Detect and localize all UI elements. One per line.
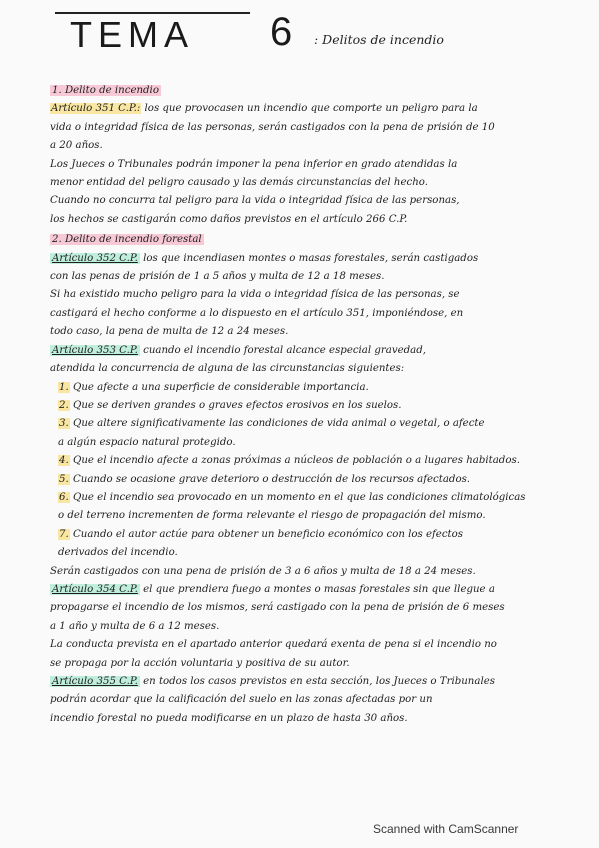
section-2-heading-line: [50, 231, 560, 249]
art354-line-2: propagarse el incendio de los mismos, será castigado con la pena de prisión de 6 meses: [50, 602, 505, 614]
art352-tag: Artículo 352 C.P.: [52, 252, 138, 264]
s2-para2-line-1: Si ha existido mucho peligro para la vida o integridad física de las personas, se: [50, 289, 460, 301]
s1-para2-line-1: Los Jueces o Tribunales podrán imponer la pena inferior en grado atendidas la: [50, 158, 458, 170]
s2-para2-line-2: castigará el hecho conforme a lo dispuesto en el artículo 351, imponiéndose, en: [50, 307, 464, 319]
notes-body: [50, 80, 560, 728]
art351-tag: Artículo 351 C.P.:: [51, 103, 141, 115]
s1-para3-line-1: Cuando no concurra tal peligro para la vida o integridad física de las personas,: [50, 195, 460, 207]
art353-penalty: Serán castigados con una pena de prisión de 3 a 6 años y multa de 18 a 24 meses.: [50, 565, 476, 577]
item-6-num: 6.: [59, 491, 69, 503]
art353-text-1: cuando el incendio forestal alcance especial gravedad,: [143, 344, 426, 356]
scanner-watermark: Scanned with CamScanner: [373, 822, 519, 836]
item-5-text: Cuando se ocasione grave deterioro o destrucción de los recursos afectados.: [72, 473, 471, 485]
art351-line-1: [50, 100, 560, 118]
art351-text-1: los que provocasen un incendio que comporte un peligro para la: [144, 103, 478, 115]
item-7-text-2: derivados del incendio.: [58, 547, 178, 559]
art355-line-2: podrán acordar que la calificación del suelo en las zonas afectadas por un: [50, 694, 433, 706]
item-5-num: 5.: [59, 473, 69, 485]
item-6-text-2: o del terreno incrementen de forma relevante el riesgo de propagación del mismo.: [58, 510, 486, 522]
s2-para2-line-3: todo caso, la pena de multa de 12 a 24 meses.: [50, 326, 289, 338]
item-1: [50, 379, 560, 397]
item-5: [50, 471, 560, 489]
item-7-num: 7.: [59, 528, 69, 540]
topic-number: 6: [270, 10, 293, 54]
item-1-text: Que afecte a una superficie de considerable importancia.: [72, 381, 369, 393]
art352-line-2: con las penas de prisión de 1 a 5 años y multa de 12 a 18 meses.: [50, 271, 385, 283]
section-2-heading: 2. Delito de incendio forestal: [52, 234, 202, 246]
section-1-heading: 1. Delito de incendio: [52, 85, 159, 96]
art353-line-2: atendida la concurrencia de alguna de las circunstancias siguientes:: [50, 363, 405, 375]
art354-para2-line-1: La conducta prevista en el apartado anterior quedará exenta de pena si el incendio no: [50, 639, 497, 651]
section-1-heading-line: [50, 82, 560, 100]
s1-para2-line-2: menor entidad del peligro causado y las demás circunstancias del hecho.: [50, 177, 428, 189]
item-3-text-2: a algún espacio natural protegido.: [58, 436, 236, 448]
page-subtitle: : Delitos de incendio: [314, 32, 444, 47]
art354-para2-line-2: se propaga por la acción voluntaria y positiva de su autor.: [50, 657, 350, 669]
art355-line-3: incendio forestal no pueda modificarse en un plazo de hasta 30 años.: [50, 712, 408, 724]
item-4-text: Que el incendio afecte a zonas próximas a núcleos de población o a lugares habitados.: [72, 455, 520, 467]
item-4-num: 4.: [59, 455, 69, 467]
art353-line-1: [50, 342, 560, 360]
page-title: TEMA: [70, 14, 195, 55]
item-2-num: 2.: [59, 399, 69, 411]
art354-line-1: [50, 581, 560, 599]
item-6: [50, 489, 560, 507]
art355-line-1: [50, 673, 560, 691]
s1-para3-line-2: los hechos se castigarán como daños previstos en el artículo 266 C.P.: [50, 213, 408, 225]
item-2: [50, 397, 560, 415]
item-2-text: Que se deriven grandes o graves efectos erosivos en los suelos.: [72, 399, 402, 411]
art354-line-3: a 1 año y multa de 6 a 12 meses.: [50, 620, 220, 632]
art352-text-1: los que incendiasen montes o masas forestales, serán castigados: [143, 252, 479, 264]
item-7: [50, 526, 560, 544]
item-4: [50, 452, 560, 470]
art351-line-3: a 20 años.: [50, 140, 103, 152]
item-3-num: 3.: [59, 418, 69, 430]
item-7-text-1: Cuando el autor actúe para obtener un beneficio económico con los efectos: [72, 528, 463, 540]
art353-tag: Artículo 353 C.P.: [52, 344, 138, 356]
item-6-text-1: Que el incendio sea provocado en un momento en el que las condiciones climatológicas: [72, 491, 526, 503]
art352-line-1: [50, 250, 560, 268]
art354-text-1: el que prendiera fuego a montes o masas forestales sin que llegue a: [143, 583, 495, 595]
item-1-num: 1.: [59, 381, 69, 393]
item-3-text-1: Que altere significativamente las condiciones de vida animal o vegetal, o afecte: [72, 418, 485, 430]
art355-text-1: en todos los casos previstos en esta sección, los Jueces o Tribunales: [143, 676, 495, 687]
art351-line-2: vida o integridad física de las personas, serán castigados con la pena de prisión de 10: [50, 121, 495, 133]
art355-tag: Artículo 355 C.P.: [52, 676, 138, 687]
art354-tag: Artículo 354 C.P.: [52, 583, 138, 595]
item-3: [50, 415, 560, 433]
